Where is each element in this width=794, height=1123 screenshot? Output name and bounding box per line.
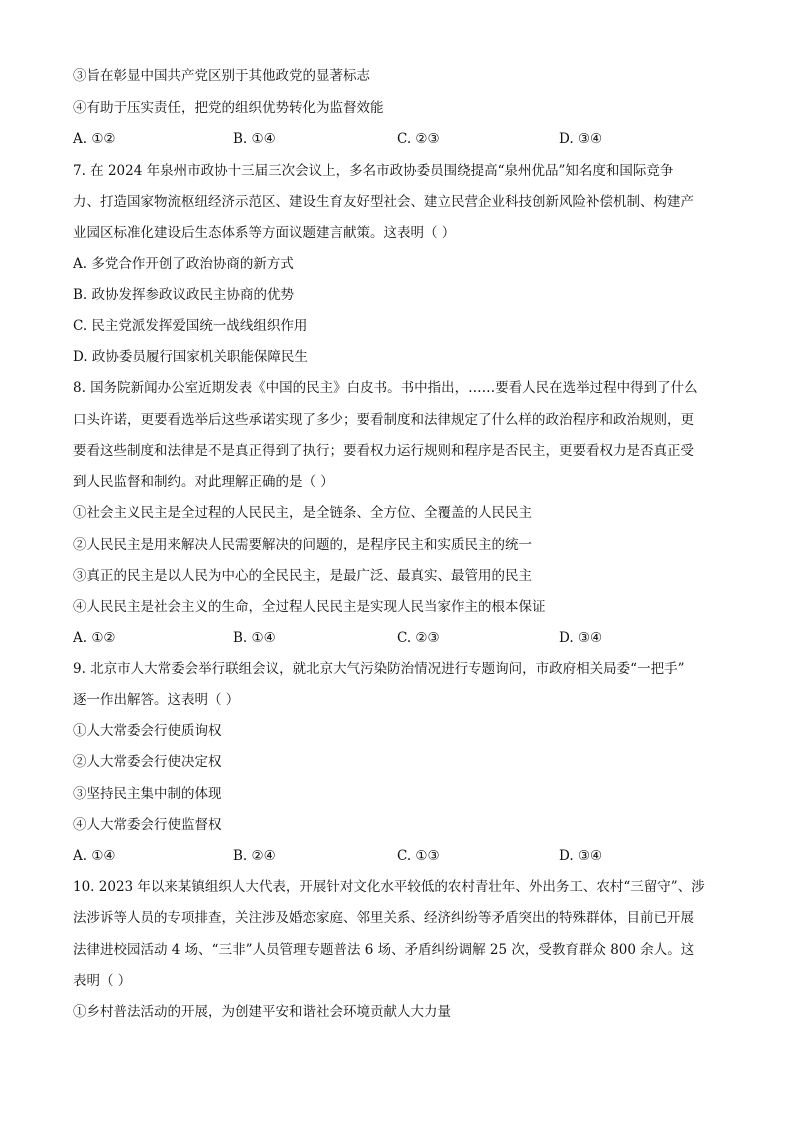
option-a: A. ①② — [73, 131, 116, 147]
q7-stem-line-1: 7. 在 2024 年泉州市政协十三届三次会议上，多名市政协委员围绕提高“泉州优品”知名度和国际竞争 — [73, 163, 674, 179]
prev-options — [73, 129, 713, 149]
q7-stem-line-2: 力、打造国家物流枢纽经济示范区、建设生育友好型社会、建立民营企业科技创新风险补偿机制、构建产 — [73, 194, 694, 210]
q8-statement-4: ④人民民主是社会主义的生命，全过程人民民主是实现人民当家作主的根本保证 — [73, 599, 546, 615]
q7-stem-line-3: 业园区标准化建设后生态体系等方面议题建言献策。这表明（ ） — [73, 225, 456, 241]
q7-option-d: D. 政协委员履行国家机关职能保障民生 — [73, 349, 308, 365]
q8-stem-line-2: 口头许诺，更要看选举后这些承诺实现了多少；要看制度和法律规定了什么样的政治程序和政治规则，更 — [73, 412, 694, 428]
option-d: D. ③④ — [559, 630, 603, 646]
q10-stem-line-2: 法涉诉等人员的专项排查，关注涉及婚恋家庭、邻里关系、经济纠纷等矛盾突出的特殊群体，目前已开展 — [73, 910, 694, 926]
q10-statement-1: ①乡村普法活动的开展，为创建平安和谐社会环境贡献人大力量 — [73, 1004, 451, 1020]
prev-statement-4: ④有助于压实责任，把党的组织优势转化为监督效能 — [73, 100, 384, 116]
q8-options — [73, 628, 713, 648]
q7-option-c: C. 民主党派发挥爱国统一战线组织作用 — [73, 318, 308, 334]
q8-statement-3: ③真正的民主是以人民为中心的全民民主，是最广泛、最真实、最管用的民主 — [73, 568, 532, 584]
q8-stem-line-1: 8. 国务院新闻办公室近期发表《中国的民主》白皮书。书中指出，……要看人民在选举过程中得到了什么 — [73, 380, 698, 396]
q8-statement-2: ②人民民主是用来解决人民需要解决的问题的，是程序民主和实质民主的统一 — [73, 537, 532, 553]
q9-statement-2: ②人大常委会行使决定权 — [73, 754, 222, 770]
q9-stem-line-2: 逐一作出解答。这表明（ ） — [73, 692, 240, 708]
q10-stem-line-4: 表明（ ） — [73, 973, 132, 989]
q10-stem-line-3: 法律进校园活动 4 场、“三非”人员管理专题普法 6 场、矛盾纠纷调解 25 次，受教育群众 800 余人。这 — [73, 942, 695, 958]
option-a: A. ①④ — [73, 848, 116, 864]
option-c: C. ②③ — [397, 630, 440, 646]
q9-statement-3: ③坚持民主集中制的体现 — [73, 786, 222, 802]
q9-statement-4: ④人大常委会行使监督权 — [73, 817, 222, 833]
option-b: B. ②④ — [233, 848, 276, 864]
q9-options — [73, 846, 713, 866]
option-b: B. ①④ — [233, 630, 276, 646]
q7-option-b: B. 政协发挥参政议政民主协商的优势 — [73, 287, 295, 303]
q7-option-a: A. 多党合作开创了政治协商的新方式 — [73, 256, 294, 272]
q8-statement-1: ①社会主义民主是全过程的人民民主，是全链条、全方位、全覆盖的人民民主 — [73, 505, 532, 521]
option-c: C. ①③ — [397, 848, 440, 864]
q10-stem-line-1: 10. 2023 年以来某镇组织人大代表，开展针对文化水平较低的农村青壮年、外出务工、农村“三留守”、涉 — [73, 879, 705, 895]
option-d: D. ③④ — [559, 131, 603, 147]
prev-statement-3: ③旨在彰显中国共产党区别于其他政党的显著标志 — [73, 68, 370, 84]
option-a: A. ①② — [73, 630, 116, 646]
q9-statement-1: ①人大常委会行使质询权 — [73, 723, 222, 739]
option-b: B. ①④ — [233, 131, 276, 147]
option-c: C. ②③ — [397, 131, 440, 147]
q8-stem-line-4: 到人民监督和制约。对此理解正确的是（ ） — [73, 474, 334, 490]
q8-stem-line-3: 要看这些制度和法律是不是真正得到了执行；要看权力运行规则和程序是否民主，更要看权力是否真正受 — [73, 443, 694, 459]
option-d: D. ③④ — [559, 848, 603, 864]
q9-stem-line-1: 9. 北京市人大常委会举行联组会议，就北京大气污染防治情况进行专题询问，市政府相关局委“一把手” — [73, 661, 685, 677]
